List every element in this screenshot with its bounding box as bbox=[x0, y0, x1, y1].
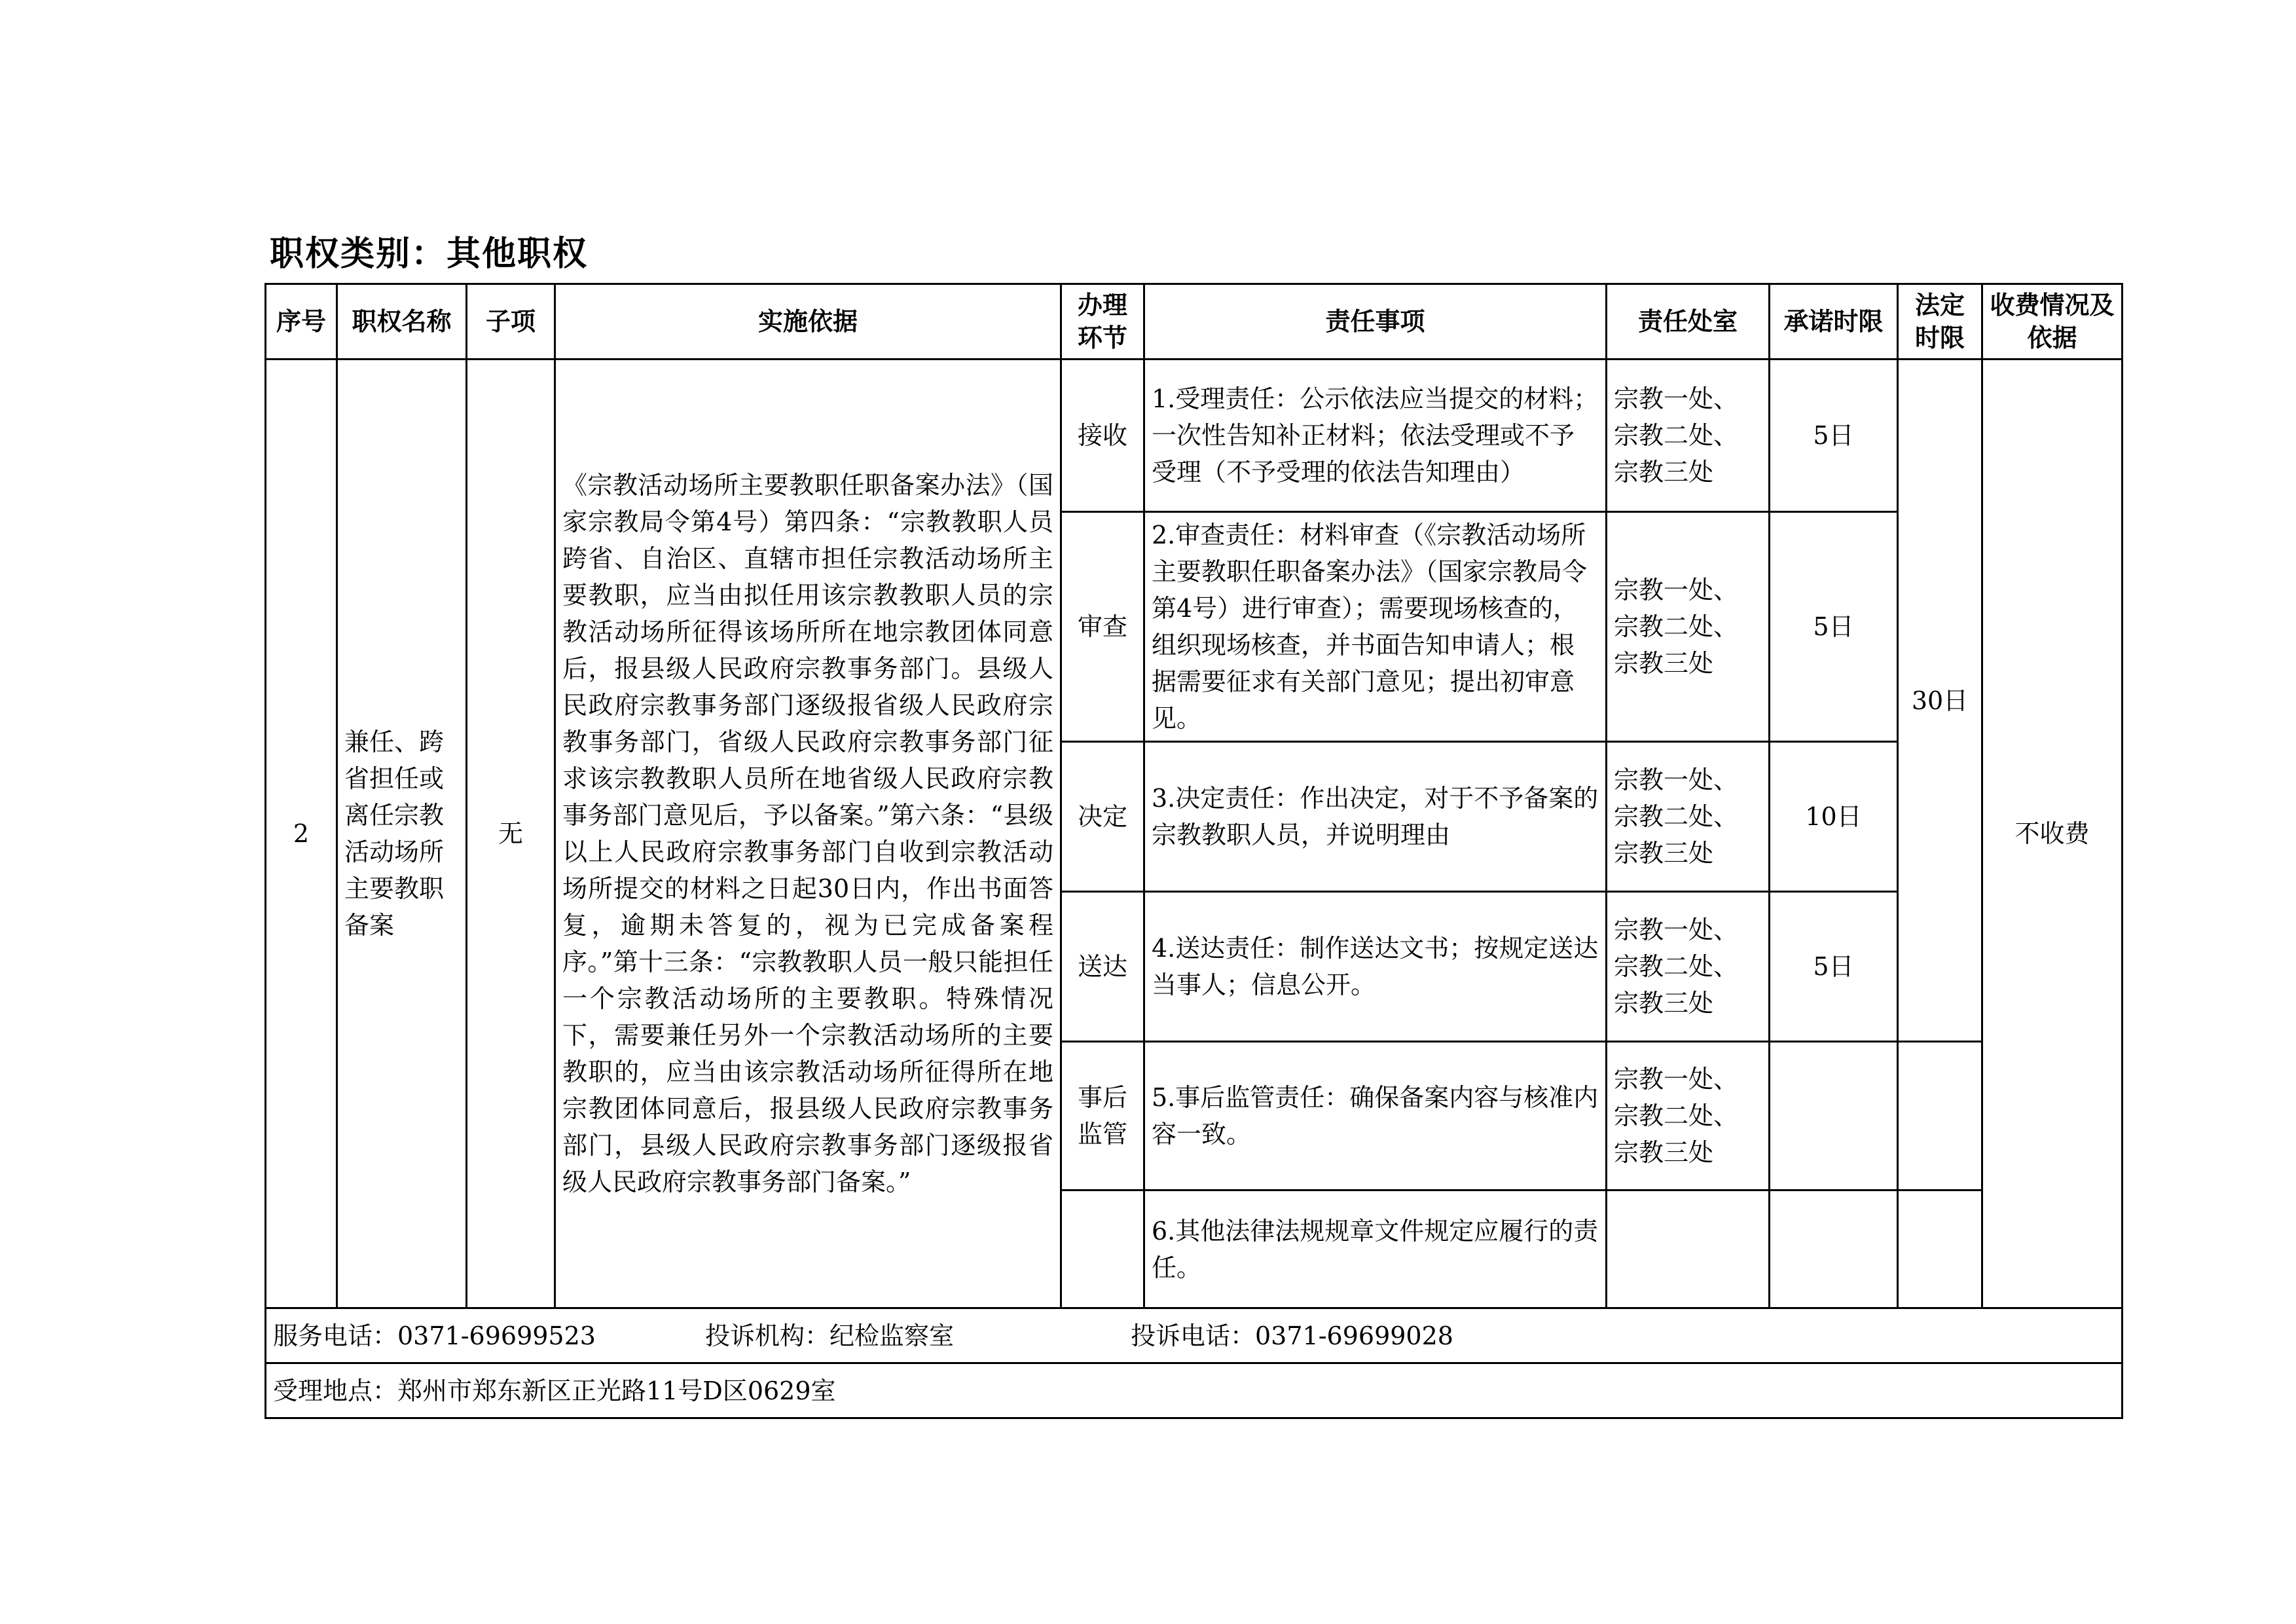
promise-cell: 5日 bbox=[1770, 360, 1898, 512]
dept-cell: 宗教一处、宗教二处、宗教三处 bbox=[1607, 512, 1770, 742]
dept-cell: 宗教一处、宗教二处、宗教三处 bbox=[1607, 1042, 1770, 1190]
header-subitem: 子项 bbox=[467, 284, 555, 360]
duty-cell: 4.送达责任：制作送达文书；按规定送达当事人；信息公开。 bbox=[1144, 892, 1607, 1042]
basis-cell: 《宗教活动场所主要教职任职备案办法》（国家宗教局令第4号）第四条：“宗教教职人员跨省、自治区、直辖市担任宗教活动场所主要教职，应当由拟任用该宗教教职人员的宗教活动场所征得该场所所在地宗教团体同意后，报县级人民政府宗教事务部门。县级人民政府宗教事务部门逐级报省级人民政府宗教事务部门，省级人民政府宗教事务部门征求该宗教教职人员所在地省级人民政府宗教事务部门意见后，予以备案。”第六条：“县级以上人民政府宗教事务部门自收到宗教活动场所提交的材料之日起30日内，作出书面答复，逾期未答复的，视为已完成备案程序。”第十三条：“宗教教职人员一般只能担任一个宗教活动场所的主要教职。特殊情况下，需要兼任另外一个宗教活动场所的主要教职的，应当由该宗教活动场所征得所在地宗教团体同意后，报县级人民政府宗教事务部门，县级人民政府宗教事务部门逐级报省级人民政府宗教事务部门备案。” bbox=[555, 360, 1061, 1308]
subitem-cell: 无 bbox=[467, 360, 555, 1308]
duty-cell: 6.其他法律法规规章文件规定应履行的责任。 bbox=[1144, 1190, 1607, 1308]
service-phone: 服务电话：0371-69699523 bbox=[273, 1321, 596, 1350]
stage-cell: 事后监管 bbox=[1061, 1042, 1144, 1190]
footer-contact-cell bbox=[266, 1308, 2123, 1363]
promise-cell bbox=[1770, 1042, 1898, 1190]
header-fee: 收费情况及依据 bbox=[1982, 284, 2123, 360]
footer-address-cell bbox=[266, 1363, 2123, 1418]
legal-limit-cell: 30日 bbox=[1898, 360, 1982, 1042]
header-row bbox=[266, 284, 2123, 360]
duty-cell: 3.决定责任：作出决定，对于不予备案的宗教教职人员，并说明理由 bbox=[1144, 742, 1607, 892]
page-title: 职权类别：其他职权 bbox=[270, 234, 589, 274]
dept-cell bbox=[1607, 1190, 1770, 1308]
promise-cell bbox=[1770, 1190, 1898, 1308]
seq-cell: 2 bbox=[266, 360, 337, 1308]
complaint-org: 投诉机构：纪检监察室 bbox=[705, 1321, 955, 1350]
duty-cell: 1.受理责任：公示依法应当提交的材料；一次性告知补正材料；依法受理或不予受理（不予受理的依法告知理由） bbox=[1144, 360, 1607, 512]
stage-cell: 送达 bbox=[1061, 892, 1144, 1042]
dept-cell: 宗教一处、宗教二处、宗教三处 bbox=[1607, 742, 1770, 892]
office-address: 受理地点：郑州市郑东新区正光路11号D区0629室 bbox=[273, 1376, 836, 1405]
stage-cell: 审查 bbox=[1061, 512, 1144, 742]
footer-contact-row bbox=[266, 1308, 2123, 1363]
duty-cell: 2.审查责任：材料审查（《宗教活动场所主要教职任职备案办法》（国家宗教局令第4号）进行审查）；需要现场核查的，组织现场核查，并书面告知申请人；根据需要征求有关部门意见；提出初审意见。 bbox=[1144, 512, 1607, 742]
stage-cell: 决定 bbox=[1061, 742, 1144, 892]
duty-cell: 5.事后监管责任：确保备案内容与核准内容一致。 bbox=[1144, 1042, 1607, 1190]
footer-address-row bbox=[266, 1363, 2123, 1418]
complaint-phone: 投诉电话：0371-69699028 bbox=[1131, 1321, 1453, 1350]
stage-cell bbox=[1061, 1190, 1144, 1308]
dept-cell: 宗教一处、宗教二处、宗教三处 bbox=[1607, 892, 1770, 1042]
header-seq: 序号 bbox=[266, 284, 337, 360]
stage-cell: 接收 bbox=[1061, 360, 1144, 512]
authority-name-cell: 兼任、跨省担任或离任宗教活动场所主要教职备案 bbox=[337, 360, 467, 1308]
header-name: 职权名称 bbox=[337, 284, 467, 360]
header-stage: 办理环节 bbox=[1061, 284, 1144, 360]
header-legal-limit: 法定时限 bbox=[1898, 284, 1982, 360]
legal-limit-cell-empty bbox=[1898, 1042, 1982, 1190]
promise-cell: 10日 bbox=[1770, 742, 1898, 892]
authority-table bbox=[264, 283, 2123, 1419]
table-row bbox=[266, 360, 2123, 512]
header-dept: 责任处室 bbox=[1607, 284, 1770, 360]
header-basis: 实施依据 bbox=[555, 284, 1061, 360]
dept-cell: 宗教一处、宗教二处、宗教三处 bbox=[1607, 360, 1770, 512]
legal-limit-cell-empty bbox=[1898, 1190, 1982, 1308]
fee-cell: 不收费 bbox=[1982, 360, 2123, 1308]
header-promise: 承诺时限 bbox=[1770, 284, 1898, 360]
promise-cell: 5日 bbox=[1770, 892, 1898, 1042]
promise-cell: 5日 bbox=[1770, 512, 1898, 742]
header-duty: 责任事项 bbox=[1144, 284, 1607, 360]
